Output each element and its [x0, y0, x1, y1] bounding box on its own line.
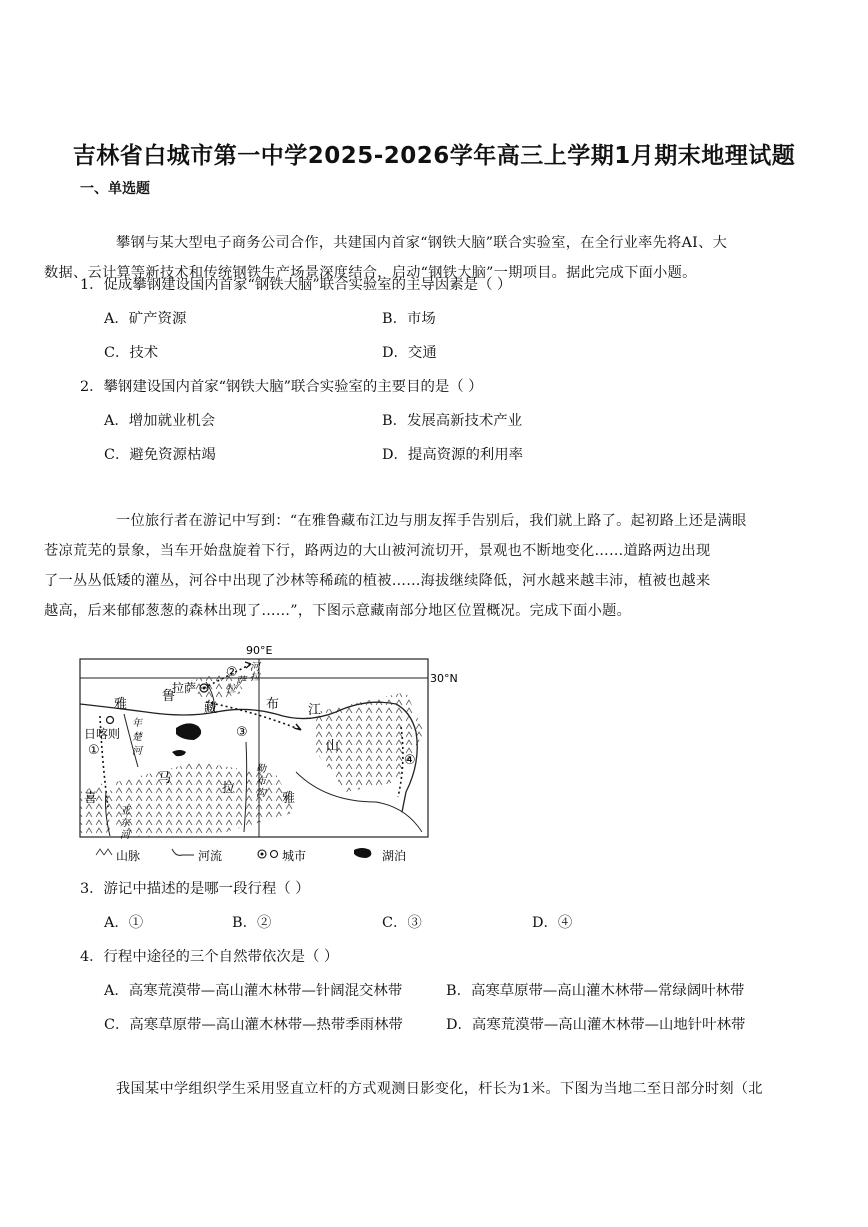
legend-mountain-icon [96, 849, 112, 855]
river-label: 布 [266, 697, 280, 712]
label-lhasa: 拉萨 [172, 681, 197, 695]
legend-capital-dot [261, 853, 264, 856]
q1-option-b[interactable]: B．市场 [382, 311, 436, 327]
river-label: 亚 [120, 806, 130, 817]
question-4-stem: 4．行程中途径的三个自然带依次是（ ） [80, 949, 339, 965]
q2-option-b[interactable]: B．发展高新技术产业 [382, 413, 523, 429]
river-label: 东 [120, 818, 130, 829]
q2-option-a[interactable]: A．增加就业机会 [104, 413, 216, 429]
q3-option-b[interactable]: B．② [232, 915, 272, 931]
q1-option-c[interactable]: C．技术 [104, 345, 159, 361]
river-label: 鲁 [162, 689, 176, 704]
river-label: 萨 [236, 676, 246, 687]
passage-3-line: 我国某中学组织学生采用竖直立杆的方式观测日影变化，杆长为1米。下图为当地二至日部分时刻（北 [116, 1081, 763, 1097]
q3-option-a[interactable]: A．① [104, 915, 144, 931]
river-label: 江 [308, 703, 322, 718]
legend-river-icon [172, 849, 194, 855]
mountain-label: 喜 [84, 791, 98, 806]
lon-label: 90°E [246, 644, 273, 657]
q2-option-d[interactable]: D．提高资源的利用率 [382, 447, 524, 463]
label-shigatse: 日喀则 [84, 727, 121, 741]
passage-1-line: 数据、云计算等新技术和传统钢铁生产场景深度结合，启动“钢铁大脑”一期项目。据此完成下面小题。 [44, 265, 697, 281]
lake-yamdrok [176, 723, 201, 740]
river-label: 河 [250, 662, 260, 673]
mountain-label: 雅 [282, 791, 296, 806]
passage-1-line: 攀钢与某大型电子商务公司合作，共建国内首家“钢铁大脑”联合实验室，在全行业率先将AI、大 [116, 235, 728, 251]
q1-option-d[interactable]: D．交通 [382, 345, 437, 361]
legend-lake: 湖泊 [382, 849, 407, 863]
river-label: 布 [256, 776, 266, 787]
river-label: 沟 [256, 788, 266, 799]
route-label-3: ③ [236, 725, 248, 740]
river-label: 楚 [132, 732, 142, 743]
legend-river: 河流 [198, 849, 223, 863]
passage-2-line: 一位旅行者在游记中写到：“在雅鲁藏布江边与朋友挥手告别后，我们就上路了。起初路上还是满眼 [116, 513, 747, 529]
tibet-map [76, 642, 468, 872]
route-label-4: ④ [404, 753, 416, 768]
river-label: 藏 [204, 701, 218, 716]
page-title: 吉林省白城市第一中学2025-2026学年高三上学期1月期末地理试题 [72, 143, 796, 169]
q4-option-b[interactable]: B．高寒草原带—高山灌木林带—常绿阔叶林带 [446, 983, 745, 999]
mountain-label: 山 [326, 739, 340, 754]
question-2-stem: 2．攀钢建设国内首家“钢铁大脑”联合实验室的主要目的是（ ） [80, 379, 483, 395]
passage-2-line: 越高，后来郁郁葱葱的森林出现了……”，下图示意藏南部分地区位置概况。完成下面小题。 [44, 603, 632, 619]
question-3-stem: 3．游记中描述的是哪一段行程（ ） [80, 881, 310, 897]
river-label: 拉 [250, 672, 260, 683]
route-3 [206, 702, 301, 730]
lat-label: 30°N [430, 672, 458, 685]
passage-2 [44, 506, 792, 626]
question-1-stem: 1．促成攀钢建设国内首家“钢铁大脑”联合实验室的主导因素是（ ） [80, 277, 512, 293]
legend-city: 城市 [282, 849, 307, 863]
passage-2-line: 苍凉荒芜的景象，当车开始盘旋着下行，路两边的大山被河流切开，景观也不断地变化……道路两边出现 [44, 543, 711, 559]
q1-option-a[interactable]: A．矿产资源 [104, 311, 187, 327]
river-label: 雅 [114, 697, 128, 712]
route-3-arrowhead [294, 724, 301, 730]
mountain-label: 拉 [222, 781, 236, 796]
river-label: 拉 [226, 684, 236, 695]
q3-option-c[interactable]: C．③ [382, 915, 422, 931]
legend-city-icon [271, 851, 278, 858]
q4-option-c[interactable]: C．高寒草原带—高山灌木林带—热带季雨林带 [104, 1017, 403, 1033]
q3-option-d[interactable]: D．④ [532, 915, 573, 931]
mountain-label: 马 [158, 771, 172, 786]
passage-3 [80, 1074, 810, 1104]
river-label: 年 [132, 718, 142, 729]
passage-2-line: 了一丛丛低矮的灌丛，河谷中出现了沙林等稀疏的植被……海拔继续降低，河水越来越丰沛，植被也越来 [44, 573, 711, 589]
legend-mountain: 山脉 [116, 849, 141, 863]
route-label-1: ① [88, 743, 100, 758]
legend-lake-icon [354, 848, 371, 858]
river-label: 河 [132, 746, 142, 757]
city-shigatse-marker [107, 717, 114, 724]
river-label: 勒 [256, 764, 266, 775]
lake-small [172, 750, 186, 756]
q4-option-a[interactable]: A．高寒荒漠带—高山灌木林带—针阔混交林带 [104, 983, 403, 999]
q2-option-c[interactable]: C．避免资源枯竭 [104, 447, 216, 463]
section-heading: 一、单选题 [80, 181, 150, 197]
route-label-2: ② [226, 665, 238, 680]
q4-option-d[interactable]: D．高寒荒漠带—高山灌木林带—山地针叶林带 [446, 1017, 746, 1033]
river-label: 河 [120, 830, 130, 841]
